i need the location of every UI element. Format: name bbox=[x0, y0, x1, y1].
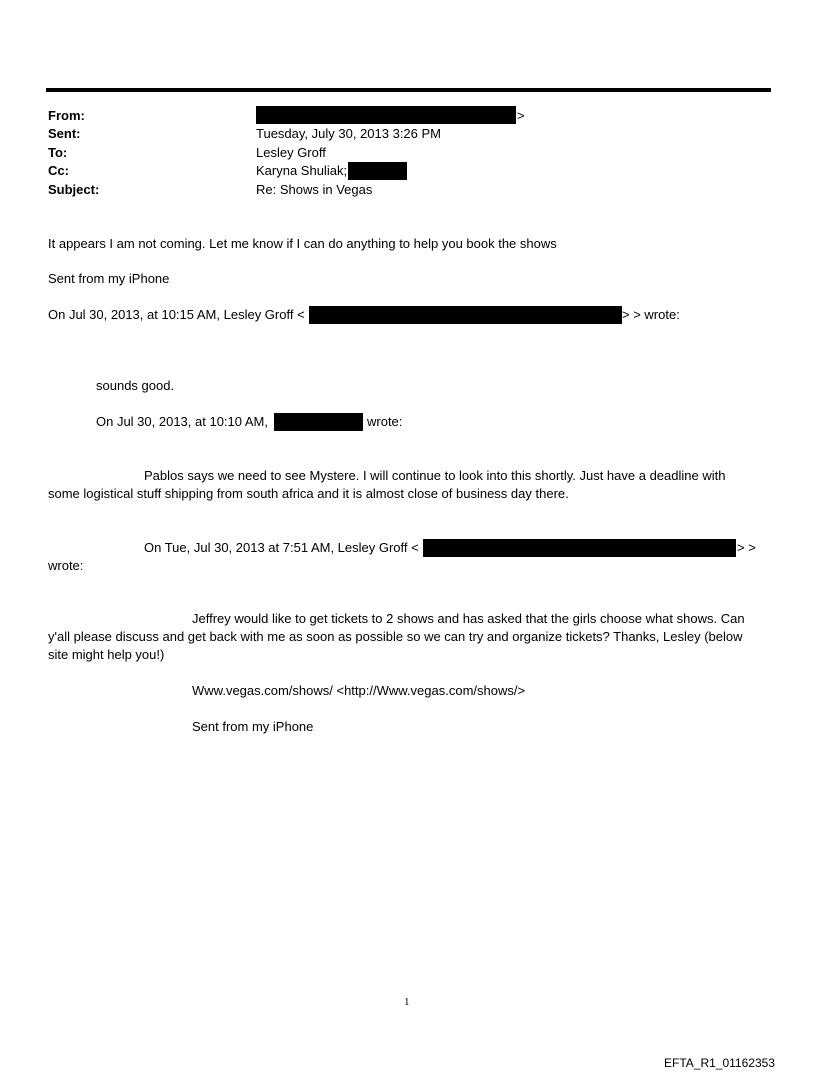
bates-number: EFTA_R1_01162353 bbox=[664, 1056, 775, 1070]
header-rule bbox=[46, 88, 771, 92]
quote-2-line-2: some logistical stuff shipping from south africa and it is almost close of business day there. bbox=[48, 486, 569, 501]
reply-text: It appears I am not coming. Let me know if I can do anything to help you book the shows bbox=[48, 236, 557, 251]
page-number: 1 bbox=[404, 996, 410, 1008]
from-suffix: > bbox=[517, 108, 525, 123]
signature-2: Sent from my iPhone bbox=[192, 719, 314, 734]
cc-label: Cc: bbox=[48, 163, 69, 178]
cc-value: Karyna Shuliak; bbox=[256, 163, 348, 178]
quote-3-header-end: > > bbox=[737, 540, 756, 555]
quote-1-email-redaction bbox=[309, 306, 622, 324]
quote-2-header-end: wrote: bbox=[367, 414, 403, 429]
from-redaction bbox=[256, 106, 516, 124]
quote-2-line-1: Pablos says we need to see Mystere. I will continue to look into this shortly. Just have a deadline with bbox=[144, 468, 726, 483]
to-label: To: bbox=[48, 145, 68, 160]
quote-1-header-start: On Jul 30, 2013, at 10:15 AM, Lesley Groff < bbox=[48, 307, 305, 322]
to-value: Lesley Groff bbox=[256, 145, 326, 160]
subject-value: Re: Shows in Vegas bbox=[256, 182, 373, 197]
sent-value: Tuesday, July 30, 2013 3:26 PM bbox=[256, 126, 441, 141]
subject-label: Subject: bbox=[48, 182, 100, 197]
quote-3-line-2: y'all please discuss and get back with me as soon as possible so we can try and organize tickets? Thanks, Lesley (below bbox=[48, 629, 743, 644]
cc-redaction bbox=[348, 162, 407, 180]
signature-1: Sent from my iPhone bbox=[48, 271, 170, 286]
quote-3-line-1: Jeffrey would like to get tickets to 2 shows and has asked that the girls choose what shows. Can bbox=[192, 611, 745, 626]
quote-3-header-wrote: wrote: bbox=[48, 558, 84, 573]
quote-3-email-redaction bbox=[423, 539, 736, 557]
quote-2-sender-redaction bbox=[274, 413, 363, 431]
quote-1-header-end: > > wrote: bbox=[622, 307, 680, 322]
vegas-link-line: Www.vegas.com/shows/ <http://Www.vegas.com/shows/> bbox=[192, 683, 526, 698]
from-label: From: bbox=[48, 108, 85, 123]
sent-label: Sent: bbox=[48, 126, 81, 141]
quote-3-line-3: site might help you!) bbox=[48, 647, 165, 662]
quote-3-header-start: On Tue, Jul 30, 2013 at 7:51 AM, Lesley Groff < bbox=[144, 540, 419, 555]
quote-1-text: sounds good. bbox=[96, 378, 175, 393]
quote-2-header-start: On Jul 30, 2013, at 10:10 AM, bbox=[96, 414, 269, 429]
